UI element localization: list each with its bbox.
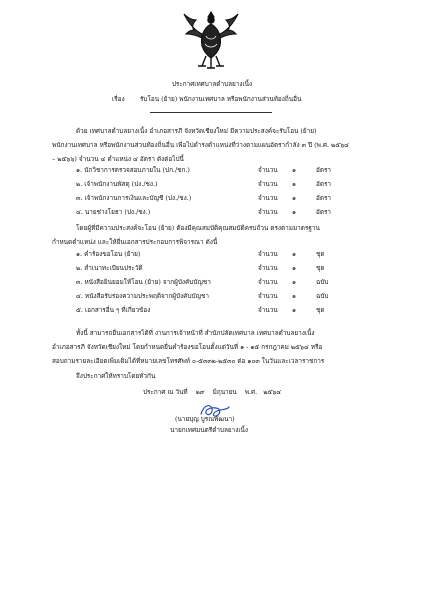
position-unit: อัตรา — [316, 166, 332, 174]
document-title: คำร้องขอโอน (ย้าย) — [84, 250, 141, 258]
position-count-label: จำนวน — [258, 194, 278, 202]
position-row — [76, 208, 150, 217]
document-count-label: จำนวน — [258, 250, 278, 258]
subject-label: เรื่อง — [112, 95, 125, 103]
signer-name: (นายบุญ บูรณพัฒนา) — [175, 415, 235, 423]
document-unit: ชุด — [316, 264, 325, 272]
document-count-label: จำนวน — [258, 292, 278, 300]
position-unit: อัตรา — [316, 208, 332, 216]
position-title: นายช่างโยธา (ปง./ชง.) — [84, 208, 151, 216]
document-title: สำเนาทะเบียนประวัติ — [84, 264, 143, 272]
document-title: เอกสารอื่น ๆ ที่เกี่ยวข้อง — [84, 306, 151, 314]
document-count: ๑ — [292, 264, 297, 272]
position-count: ๑ — [292, 166, 297, 174]
position-unit: อัตรา — [316, 180, 332, 188]
document-count: ๑ — [292, 306, 297, 314]
document-row — [76, 264, 143, 273]
document-count-label: จำนวน — [258, 264, 278, 272]
position-count: ๑ — [292, 180, 297, 188]
closing-text: จึงประกาศให้ทราบโดยทั่วกัน — [76, 372, 156, 380]
document-unit: ชุด — [316, 306, 325, 314]
date-line — [143, 388, 281, 396]
document-count-label: จำนวน — [258, 306, 278, 314]
document-count-label: จำนวน — [258, 278, 278, 286]
position-count-label: จำนวน — [258, 166, 278, 174]
subject-text: รับโอน (ย้าย) พนักงานเทศบาล หรือพนักงานส่วนท้องถิ่นอื่น — [140, 95, 302, 103]
date-year-label: พ.ศ. — [244, 388, 258, 396]
intro-line-1: ด้วย เทศบาลตำบลยางเนิ้ง อำเภอสารภี จังหวัดเชียงใหม่ มีความประสงค์จะรับโอน (ย้าย) — [76, 127, 317, 135]
position-count: ๑ — [292, 208, 297, 216]
document-row — [76, 250, 140, 259]
position-no: ๔. — [76, 208, 83, 216]
intro-line-3: – ๒๕๖๖) จำนวน ๔ ตำแหน่ง ๔ อัตรา ดังต่อไปนี้ — [52, 155, 184, 163]
position-count: ๑ — [292, 194, 297, 202]
document-title: หนังสือยินยอมให้โอน (ย้าย) จากผู้บังคับบัญชา — [84, 278, 211, 286]
contact-line-2: อำเภอสารภี จังหวัดเชียงใหม่ โดยกำหนดยื่นคำร้องขอโอนตั้งแต่วันที่ ๑ - ๑๕ กรกฎาคม ๒๕๖๔ หรือ — [52, 343, 323, 351]
date-prefix: ประกาศ ณ วันที่ — [143, 388, 188, 396]
document-unit: ชุด — [316, 250, 325, 258]
position-no: ๒. — [76, 180, 83, 188]
position-row — [76, 180, 157, 189]
document-no: ๔. — [76, 292, 83, 300]
document-no: ๑. — [76, 250, 83, 258]
signer-position: นายกเทศมนตรีตำบลยางเนิ้ง — [170, 426, 249, 434]
document-count: ๑ — [292, 250, 297, 258]
position-unit: อัตรา — [316, 194, 332, 202]
document-count: ๑ — [292, 292, 297, 300]
document-no: ๕. — [76, 306, 83, 314]
document-row — [76, 306, 150, 315]
position-no: ๓. — [76, 194, 83, 202]
position-title: นักวิชาการตรวจสอบภายใน (ปก./ชก.) — [84, 166, 190, 174]
requirements-line-2: กำหนดตำแหน่ง และให้ยื่นเอกสารประกอบการพิจารณา ดังนี้ — [52, 238, 218, 246]
position-title: เจ้าพนักงานการเงินและบัญชี (ปง./ชง.) — [84, 194, 192, 202]
position-count-label: จำนวน — [258, 180, 278, 188]
document-count: ๑ — [292, 278, 297, 286]
document-title: หนังสือรับรองความประพฤติจากผู้บังคับบัญชา — [84, 292, 209, 300]
intro-line-2: พนักงานเทศบาล หรือพนักงานส่วนท้องถิ่นอื่น เพื่อไปดำรงตำแหน่งที่ว่างตามแผนอัตรากำลัง ๓ ปี (พ.ศ. ๒๕๖๔ — [52, 141, 349, 149]
position-count-label: จำนวน — [258, 208, 278, 216]
header-divider — [150, 112, 272, 113]
contact-line-3: สอบถามรายละเอียดเพิ่มเติมได้ที่หมายเลขโทรศัพท์ ๐-๕๓๓๒-๒๕๓๐ ต่อ ๑๐๓ ในวันและเวลาราชการ — [52, 357, 325, 365]
garuda-emblem-icon — [180, 6, 242, 74]
requirements-line-1: โดยผู้ที่มีความประสงค์จะโอน (ย้าย) ต้องมีคุณสมบัติคุณสมบัติครบถ้วน ตรงตามมาตรฐาน — [76, 224, 320, 232]
document-row — [76, 292, 209, 301]
announcement-title: ประกาศเทศบาลตำบลยางเนิ้ง — [171, 80, 253, 88]
position-row — [76, 194, 191, 203]
document-no: ๓. — [76, 278, 83, 286]
date-day: ๒๙ — [195, 388, 205, 396]
document-row — [76, 278, 211, 287]
document-unit: ฉบับ — [316, 278, 329, 286]
document-no: ๒. — [76, 264, 83, 272]
date-month: มิถุนายน — [212, 388, 237, 396]
position-row — [76, 166, 190, 175]
document-unit: ฉบับ — [316, 292, 329, 300]
date-year: ๒๕๖๔ — [263, 388, 282, 396]
position-no: ๑. — [76, 166, 83, 174]
position-title: เจ้าพนักงานพัสดุ (ปง./ชง.) — [84, 180, 158, 188]
contact-line-1: ทั้งนี้ สามารถยื่นเอกสารได้ที่ งานการเจ้าหน้าที่ สำนักปลัดเทศบาล เทศบาลตำบลยางเนิ้ง — [76, 329, 315, 337]
